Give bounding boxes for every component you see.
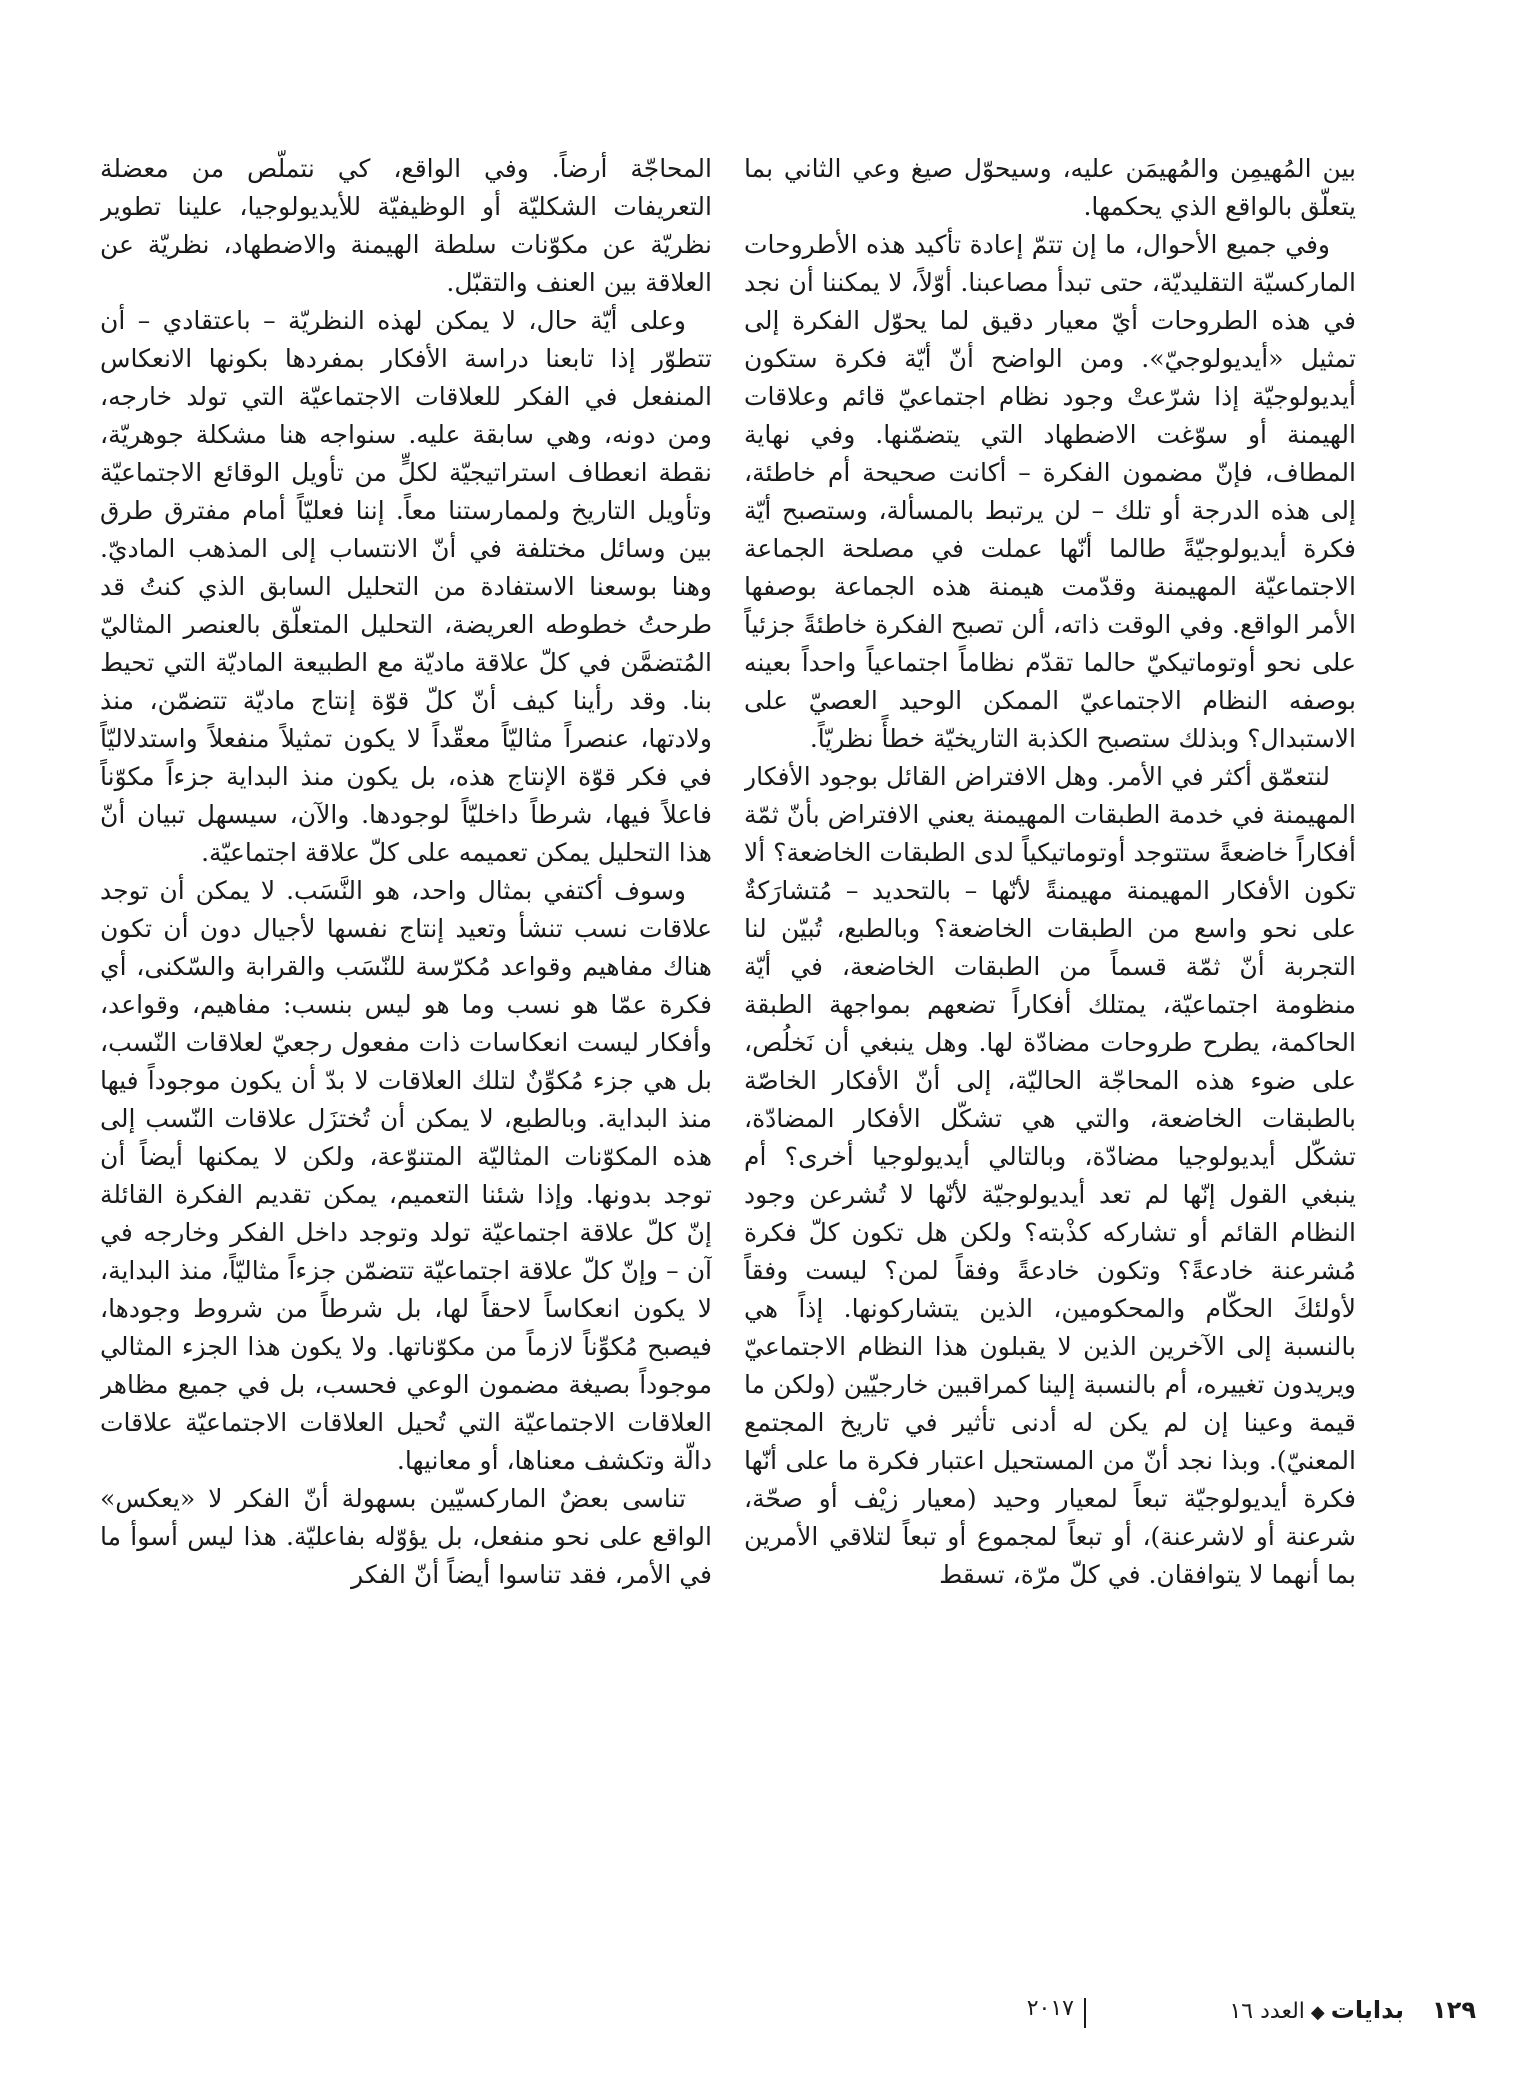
page-footer xyxy=(0,1996,1524,2036)
paragraph: وسوف أكتفي بمثال واحد، هو النَّسَب. لا يمكن أن توجد علاقات نسب تنشأ وتعيد إنتاج نفسها لأجيال دون أن تكون هناك مفاهيم وقواعد مُكرّسة للنّسَب والقرابة والسّكنى، أي فكرة عمّا هو نسب وما هو ليس بنسب: مفاهيم، وقواعد، وأفكار ليست انعكاسات ذات مفعول رجعيّ لعلاقات النّسب، بل هي جزء مُكوِّنٌ لتلك العلاقات لا بدّ أن يكون موجوداً فيها منذ البداية. وبالطبع، لا يمكن أن تُختزَل علاقات النّسب إلى هذه المكوّنات المثاليّة المتنوّعة، ولكن لا يمكنها أيضاً أن توجد بدونها. وإذا شئنا التعميم، يمكن تقديم الفكرة القائلة إنّ كلّ علاقة اجتماعيّة تولد وتوجد داخل الفكر وخارجه في آن – وإنّ كلّ علاقة اجتماعيّة تتضمّن جزءاً مثاليّاً، منذ البداية، لا يكون انعكاساً لاحقاً لها، بل شرطاً من شروط وجودها، فيصبح مُكوِّناً لازماً من مكوّناتها. ولا يكون هذا الجزء المثالي موجوداً بصيغة مضمون الوعي فحسب، بل في جميع مظاهر العلاقات الاجتماعيّة التي تُحيل العلاقات الاجتماعيّة علاقات دالّة وتكشف معناها، أو معانيها. xyxy=(100,876,712,1475)
journal-name: بدايات xyxy=(1330,1996,1404,2024)
journal-info xyxy=(1229,1996,1404,2024)
paragraph: تناسى بعضٌ الماركسيّين بسهولة أنّ الفكر لا «يعكس» الواقع على نحو منفعل، بل يؤوّله بفاعليّة. هذا ليس أسوأ ما في الأمر، فقد تناسوا أيضاً أنّ الفكر xyxy=(100,1484,712,1589)
publication-year: ٢٠١٧ xyxy=(1026,1996,1074,2021)
paragraph: المحاجّة أرضاً. وفي الواقع، كي نتملّص من معضلة التعريفات الشكليّة أو الوظيفيّة للأيديولوجيا، علينا تطوير نظريّة عن مكوّنات سلطة الهيمنة والاضطهاد، نظريّة عن العلاقة بين العنف والتقبّل. xyxy=(100,154,712,297)
text-column-right xyxy=(744,150,1356,1950)
paragraph: وفي جميع الأحوال، ما إن تتمّ إعادة تأكيد هذه الأطروحات الماركسيّة التقليديّة، حتى تبدأ مصاعبنا. أوّلاً، لا يمكننا أن نجد في هذه الطروحات أيّ معيار دقيق لما يحوّل الفكرة إلى تمثيل «أيديولوجيّ». ومن الواضح أنّ أيّة فكرة ستكون أيديولوجيّة إذا شرّعتْ وجود نظام اجتماعيّ قائم وعلاقات الهيمنة أو سوّغت الاضطهاد التي يتضمّنها. وفي نهاية المطاف، فإنّ مضمون الفكرة – أكانت صحيحة أم خاطئة، إلى هذه الدرجة أو تلك – لن يرتبط بالمسألة، وستصبح أيّة فكرة أيديولوجيّةً طالما أنّها عملت في مصلحة الجماعة الاجتماعيّة المهيمنة وقدّمت هيمنة هذه الجماعة بوصفها الأمر الواقع. وفي الوقت ذاته، ألن تصبح الفكرة خاطئةً جزئياً على نحو أوتوماتيكيّ حالما تقدّم نظاماً اجتماعياً واحداً بعينه بوصفه النظام الاجتماعيّ الممكن الوحيد العصيّ على الاستبدال؟ وبذلك ستصبح الكذبة التاريخيّة خطأً نظريّاً. xyxy=(744,230,1356,753)
paragraph: لنتعمّق أكثر في الأمر. وهل الافتراض القائل بوجود الأفكار المهيمنة في خدمة الطبقات المهيمنة يعني الافتراض بأنّ ثمّة أفكاراً خاضعةً ستتوجد أوتوماتيكياً لدى الطبقات الخاضعة؟ ألا تكون الأفكار المهيمنة مهيمنةً لأنّها – بالتحديد – مُتشارَكةٌ على نحو واسع من الطبقات الخاضعة؟ وبالطبع، تُبيّن لنا التجربة أنّ ثمّة قسماً من الطبقات الخاضعة، في أيّة منظومة اجتماعيّة، يمتلك أفكاراً تضعهم بمواجهة الطبقة الحاكمة، يطرح طروحات مضادّة لها. وهل ينبغي أن نَخلُص، على ضوء هذه المحاجّة الحاليّة، إلى أنّ الأفكار الخاصّة بالطبقات الخاضعة، والتي هي تشكّل الأفكار المضادّة، تشكّل أيديولوجيا مضادّة، وبالتالي أيديولوجيا أخرى؟ أم ينبغي القول إنّها لم تعد أيديولوجيّة لأنّها لا تُشرعن وجود النظام القائم أو تشاركه كذْبته؟ ولكن هل تكون كلّ فكرة مُشرعنة خادعةً؟ وتكون خادعةً وفقاً لمن؟ ليست وفقاً لأولئكَ الحكّام والمحكومين، الذين يتشاركونها. إذاً هي بالنسبة إلى الآخرين الذين لا يقبلون هذا النظام الاجتماعيّ ويريدون تغييره، أم بالنسبة إلينا كمراقبين خارجيّين (ولكن ما قيمة وعينا إن لم يكن له أدنى تأثير في تاريخ المجتمع المعنيّ). وبذا نجد أنّ من المستحيل اعتبار فكرة ما على أنّها فكرة أيديولوجيّة تبعاً لمعيار وحيد (معيار زيْف أو صحّة، شرعنة أو لاشرعنة)، أو تبعاً لمجموع أو تبعاً لتلاقي الأمرين بما أنهما لا يتوافقان. في كلّ مرّة، تسقط xyxy=(744,762,1356,1589)
page-number: ١٢٩ xyxy=(1432,1996,1476,2024)
footer-divider xyxy=(1084,1998,1086,2028)
diamond-separator-icon: ◆ xyxy=(1310,2002,1325,2023)
paragraph: بين المُهيمِن والمُهيمَن عليه، وسيحوّل صيغ وعي الثاني بما يتعلّق بالواقع الذي يحكمها. xyxy=(744,154,1356,221)
text-column-left xyxy=(100,150,712,1950)
issue-number: العدد ١٦ xyxy=(1229,1999,1305,2024)
paragraph: وعلى أيّة حال، لا يمكن لهذه النظريّة – باعتقادي – أن تتطوّر إذا تابعنا دراسة الأفكار بمفردها بكونها الانعكاس المنفعل في الفكر للعلاقات الاجتماعيّة التي تولد خارجه، ومن دونه، وهي سابقة عليه. سنواجه هنا مشكلة جوهريّة، نقطة انعطاف استراتيجيّة لكلٍّ من تأويل الوقائع الاجتماعيّة وتأويل التاريخ ولممارستنا معاً. إننا فعليّاً أمام مفترق طرق بين وسائل مختلفة في أنّ الانتساب إلى المذهب الماديّ. وهنا بوسعنا الاستفادة من التحليل السابق الذي كنتُ قد طرحتُ خطوطه العريضة، التحليل المتعلّق بالعنصر المثاليّ المُتضمَّن في كلّ علاقة ماديّة مع الطبيعة الماديّة التي تحيط بنا. وقد رأينا كيف أنّ كلّ قوّة إنتاج ماديّة تتضمّن، منذ ولادتها، عنصراً مثاليّاً معقّداً لا يكون تمثيلاً منفعلاً واستدلاليّاً في فكر قوّة الإنتاج هذه، بل يكون منذ البداية جزءاً مكوّناً فاعلاً فيها، شرطاً داخليّاً لوجودها. والآن، سيسهل تبيان أنّ هذا التحليل يمكن تعميمه على كلّ علاقة اجتماعيّة. xyxy=(100,306,712,867)
